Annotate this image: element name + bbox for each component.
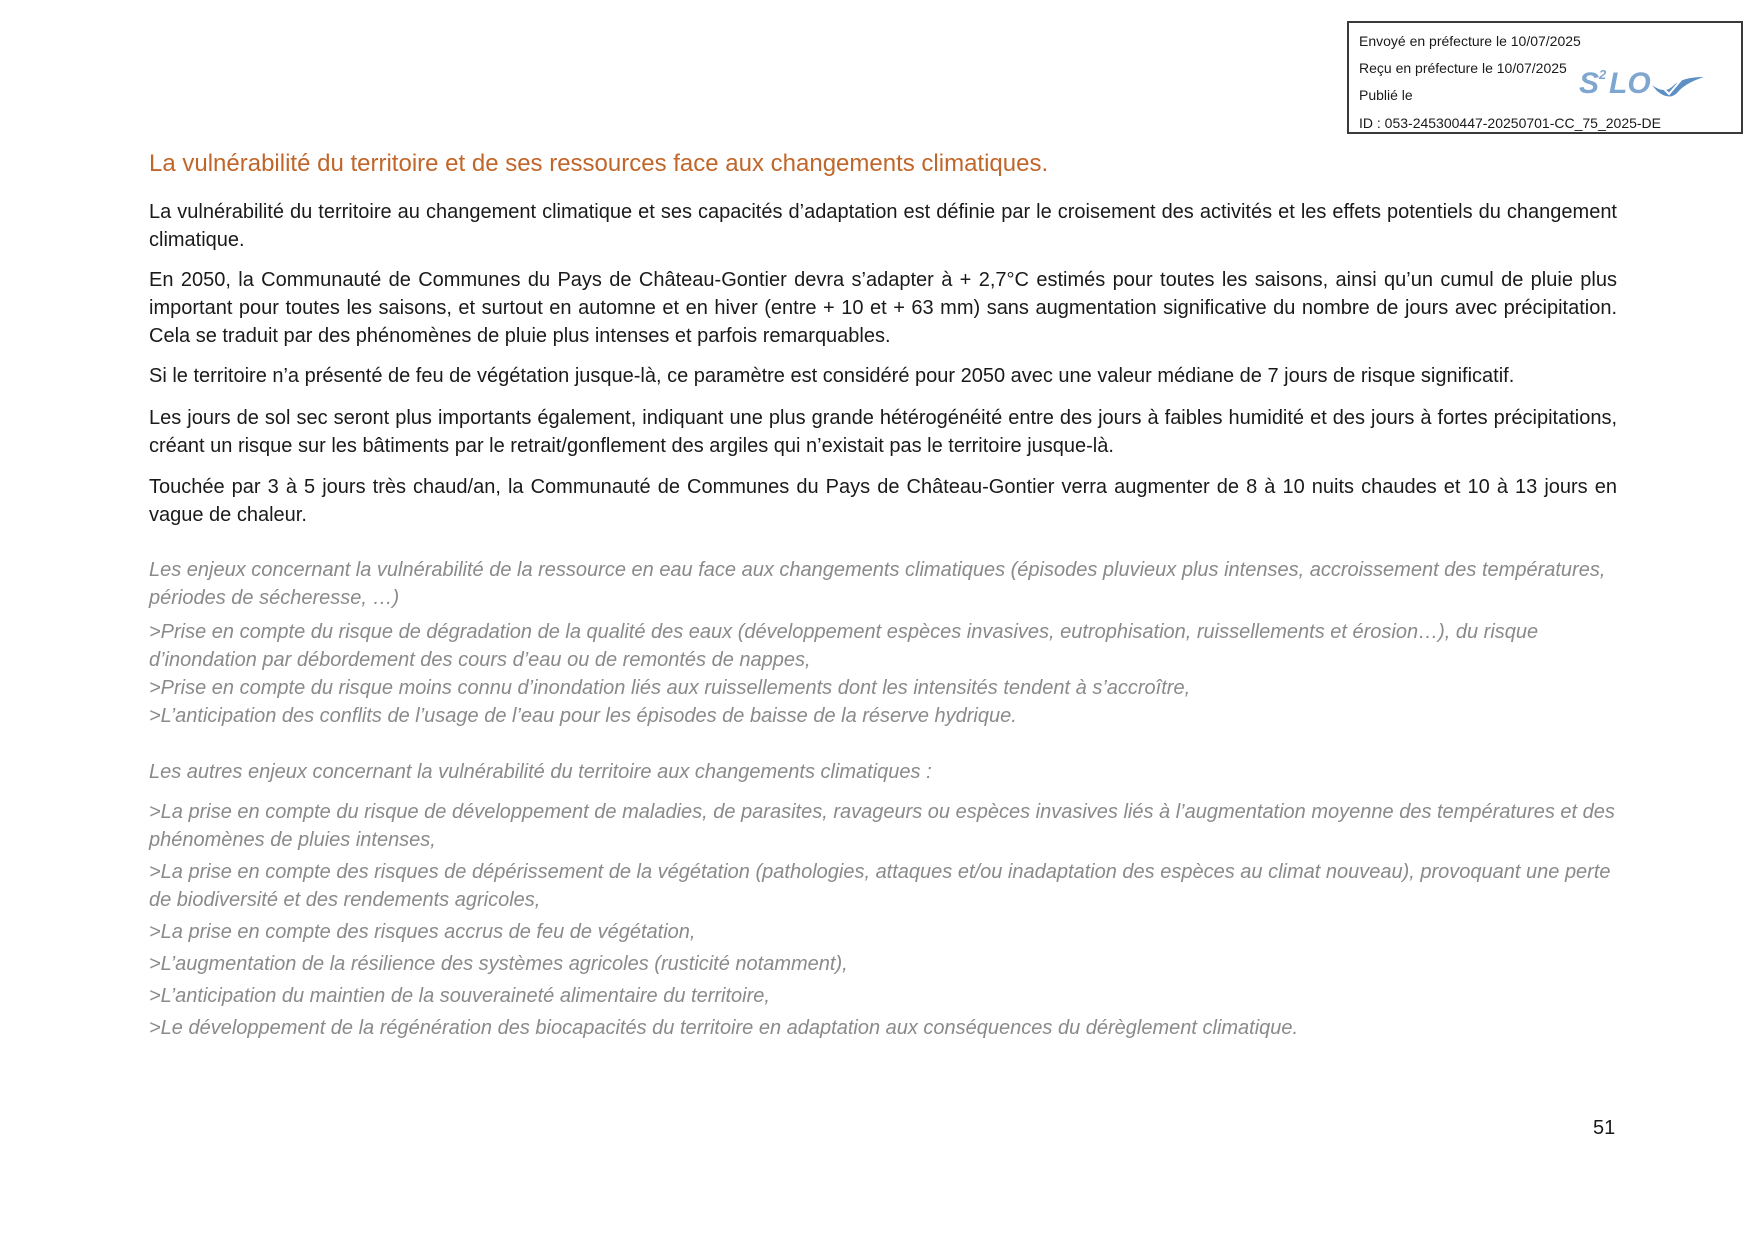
- list-item: >La prise en compte des risques accrus de feu de végétation,: [149, 921, 696, 943]
- stamp-published: Publié le: [1359, 87, 1413, 103]
- prefecture-stamp: [1347, 21, 1743, 134]
- water-issues-section: [149, 556, 1617, 730]
- page-number: 51: [1593, 1117, 1616, 1139]
- svg-text:2: 2: [1599, 67, 1607, 82]
- page-title: La vulnérabilité du territoire et de ses ressources face aux changements climatiques.: [149, 150, 1049, 177]
- list-item: >La prise en compte du risque de développement de maladies, de parasites, ravageurs ou espèces invasives liés à l’augmentation moyenne des températures et des phénomènes de pluies intenses,: [149, 801, 1615, 851]
- list-item: >L’anticipation des conflits de l’usage de l’eau pour les épisodes de baisse de la réserve hydrique.: [149, 705, 1017, 727]
- stamp-sent-date: Envoyé en préfecture le 10/07/2025: [1359, 33, 1581, 49]
- s2lo-logo: [1577, 63, 1707, 103]
- paragraph-wildfire: Si le territoire n’a présenté de feu de végétation jusque-là, ce paramètre est considéré pour 2050 avec une valeur médiane de 7 jours de risque significatif.: [149, 365, 1515, 387]
- svg-text:S: S: [1579, 67, 1600, 100]
- list-item: >L’augmentation de la résilience des systèmes agricoles (rusticité notamment),: [149, 953, 848, 975]
- water-issues-heading: Les enjeux concernant la vulnérabilité de la ressource en eau face aux changements climatiques (épisodes pluvieux plus intenses, accroissement des températures, périodes de sécheresse, …): [149, 559, 1606, 609]
- paragraph-dry-soil: Les jours de sol sec seront plus importants également, indiquant une plus grande hétérogénéité entre des jours à faibles humidité et des jours à fortes précipitations, créant un risque sur les bâtiments par le retrait/gonflement des argiles qui n’existait pas le territoire jusque-là.: [149, 407, 1617, 457]
- paragraph-2050-projection: En 2050, la Communauté de Communes du Pays de Château-Gontier devra s’adapter à + 2,7°C estimés pour toutes les saisons, ainsi qu’un cumul de pluie plus important pour toutes les saisons, et surtout en automne et en hiver (entre + 10 et + 63 mm) sans augmentation significative du nombre de jours avec précipitation. Cela se traduit par des phénomènes de pluie plus intenses et parfois remarquables.: [149, 269, 1617, 347]
- paragraph-definition: La vulnérabilité du territoire au changement climatique et ses capacités d’adaptation est définie par le croisement des activités et les effets potentiels du changement climatique.: [149, 201, 1617, 251]
- other-issues-heading: Les autres enjeux concernant la vulnérabilité du territoire aux changements climatiques :: [149, 761, 932, 783]
- svg-text:LO: LO: [1609, 67, 1651, 100]
- list-item: >Prise en compte du risque de dégradation de la qualité des eaux (développement espèces invasives, eutrophisation, ruissellements et érosion…), du risque d’inondation par débordement des cours d’eau ou de remontés de nappes,: [149, 621, 1539, 671]
- list-item: >La prise en compte des risques de dépérissement de la végétation (pathologies, attaques et/ou inadaptation des espèces au climat nouveau), provoquant une perte de biodiversité et des rendements agricoles,: [149, 861, 1611, 911]
- list-item: >L’anticipation du maintien de la souveraineté alimentaire du territoire,: [149, 985, 770, 1007]
- other-issues-section: [149, 758, 1617, 1042]
- list-item: >Prise en compte du risque moins connu d’inondation liés aux ruissellements dont les intensités tendent à s’accroître,: [149, 677, 1191, 699]
- list-item: >Le développement de la régénération des biocapacités du territoire en adaptation aux conséquences du dérèglement climatique.: [149, 1017, 1299, 1039]
- stamp-id: ID : 053-245300447-20250701-CC_75_2025-DE: [1359, 115, 1661, 131]
- paragraph-heat-days: Touchée par 3 à 5 jours très chaud/an, la Communauté de Communes du Pays de Château-Gontier verra augmenter de 8 à 10 nuits chaudes et 10 à 13 jours en vague de chaleur.: [149, 476, 1617, 526]
- stamp-received-date: Reçu en préfecture le 10/07/2025: [1359, 60, 1567, 76]
